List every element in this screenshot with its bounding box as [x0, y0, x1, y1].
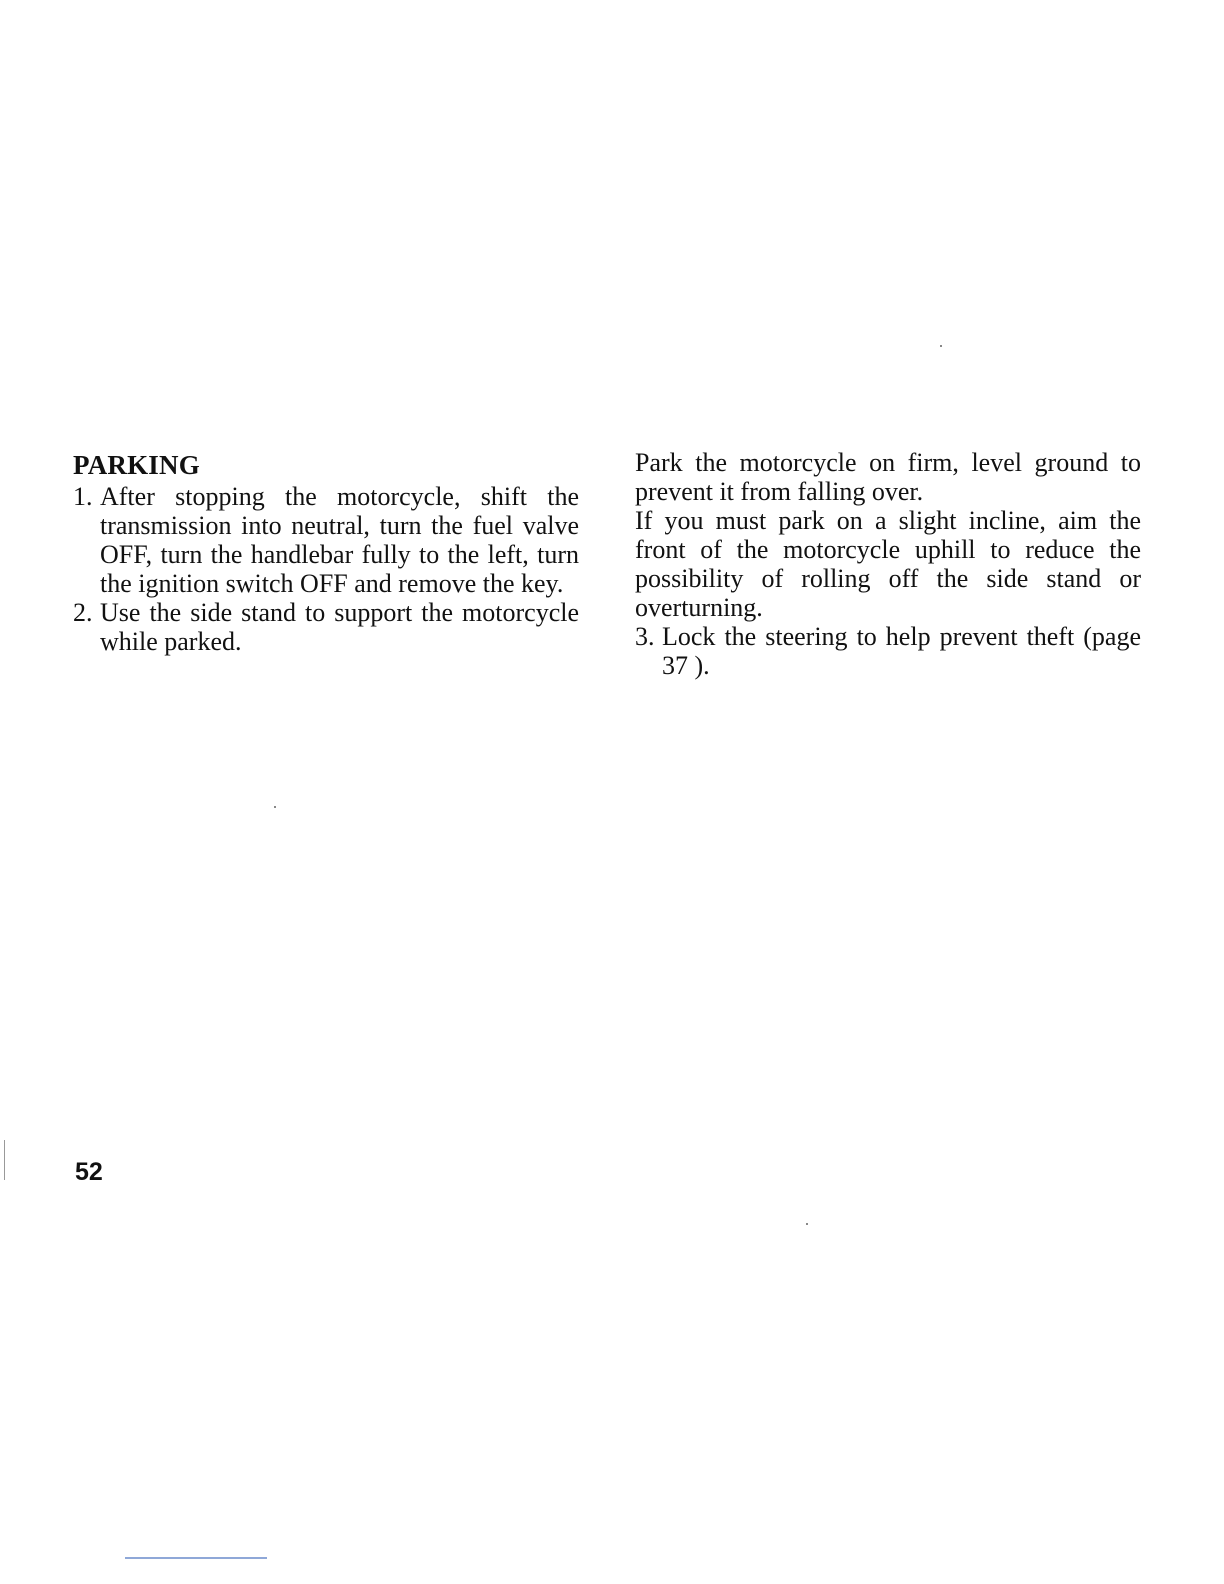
section-heading: PARKING	[73, 450, 200, 480]
right-column	[635, 448, 1141, 680]
margin-tick	[4, 1140, 5, 1180]
step-text: Use the side stand to support the motorcycle while parked.	[100, 598, 579, 656]
step-text: After stopping the motorcycle, shift the transmission into neutral, turn the fuel valve OFF, turn the handlebar fully to the left, turn the ignition switch OFF and remove the key.	[100, 482, 579, 598]
paragraph-firm-ground: Park the motorcycle on firm, level ground to prevent it from falling over.	[635, 448, 1141, 506]
step-item	[73, 482, 579, 598]
scan-speck	[806, 1223, 808, 1225]
paragraph-incline: If you must park on a slight incline, aim the front of the motorcycle uphill to reduce the possibility of rolling off the side stand or overturning.	[635, 506, 1141, 622]
page-number: 52	[75, 1158, 103, 1186]
scan-speck	[274, 806, 276, 808]
steps-list-left	[73, 482, 579, 656]
step-number: 1.	[73, 482, 93, 511]
step-number: 2.	[73, 598, 93, 627]
step-number: 3.	[635, 622, 655, 651]
step-item	[73, 598, 579, 656]
step-item	[635, 622, 1141, 680]
left-column	[73, 448, 579, 656]
footer-rule	[125, 1557, 267, 1559]
step-text: Lock the steering to help prevent theft (page 37 ).	[662, 622, 1141, 680]
scan-speck	[940, 345, 942, 347]
steps-list-right	[635, 622, 1141, 680]
